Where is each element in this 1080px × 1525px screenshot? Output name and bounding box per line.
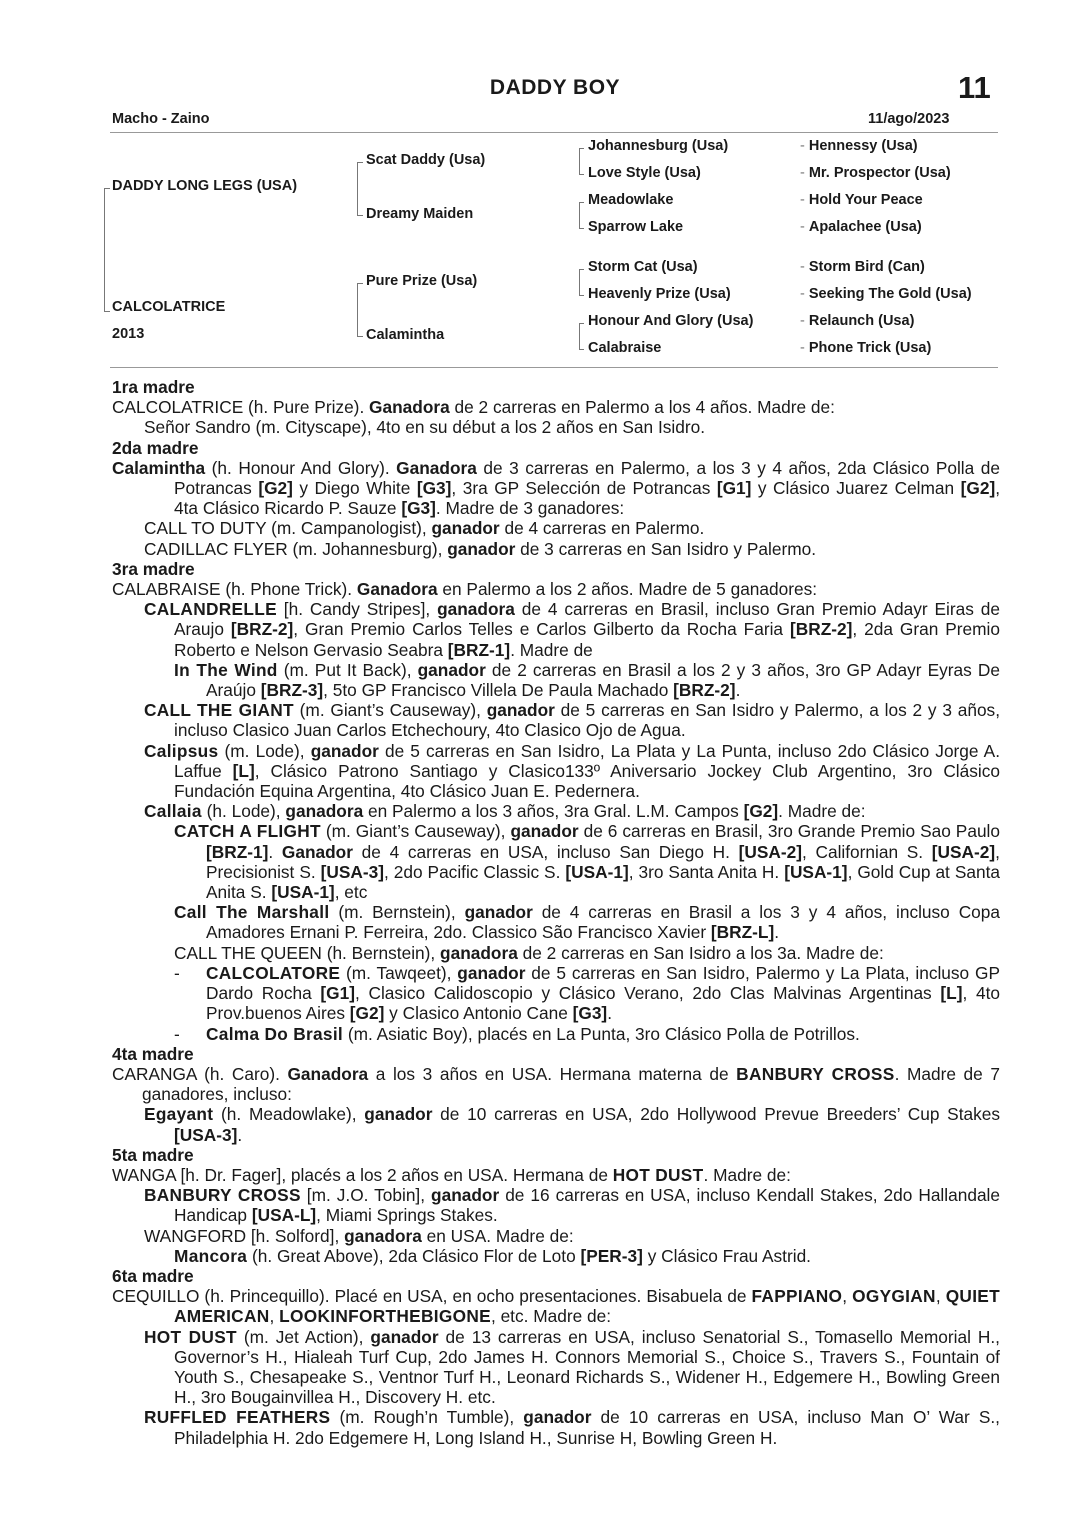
paragraph: Egayant (h. Meadowlake), ganador de 10 carreras en USA, 2do Hollywood Prevue Breeders’ Cup Stakes [USA-3]. xyxy=(144,1104,1000,1145)
section-heading: 4ta madre xyxy=(112,1043,194,1064)
bracket-line xyxy=(104,311,110,312)
paragraph: Callaia (h. Lode), ganadora en Palermo a los 3 años, 3ra Gral. L.M. Campos [G2]. Madre de: xyxy=(144,801,866,822)
bracket-line xyxy=(357,336,363,337)
pedigree-g3: Honour And Glory (Usa) xyxy=(588,313,754,329)
pedigree-g3: Johannesburg (Usa) xyxy=(588,138,729,154)
paragraph: Calipsus (m. Lode), ganador de 5 carreras en San Isidro, La Plata y La Punta, incluso 2do Clásico Jorge A. Laffue [L], Clásico Patrono Santiago y Clasico133º Aniversario Jockey Club Argentino, 3ro Clásico Fundación Equina Argentina, 4to Clásico Juan E. Pedernera. xyxy=(144,740,1000,802)
pedigree-g4: - Apalachee (Usa) xyxy=(800,219,922,235)
paragraph: Mancora (h. Great Above), 2da Clásico Flor de Loto [PER-3] y Clásico Frau Astrid. xyxy=(174,1245,811,1266)
pedigree-g4: - Relaunch (Usa) xyxy=(800,313,915,329)
lot-number: 11 xyxy=(958,70,991,105)
paragraph: CEQUILLO (h. Princequillo). Placé en USA, en ocho presentaciones. Bisabuela de FAPPIANO, OGYGIAN, QUIET AMERICAN, LOOKINFORTHEBIGONE, etc. Madre de: xyxy=(112,1286,1000,1327)
paragraph: CARANGA (h. Caro). Ganadora a los 3 años en USA. Hermana materna de BANBURY CROSS. Madre de 7 ganadores, incluso: xyxy=(112,1063,1000,1105)
paragraph: CALABRAISE (h. Phone Trick). Ganadora en Palermo a los 2 años. Madre de 5 ganadores: xyxy=(112,579,818,600)
paragraph: WANGFORD [h. Solford], ganadora en USA. Madre de: xyxy=(144,1225,574,1246)
section-heading: 2da madre xyxy=(112,437,199,458)
pedigree-g3: Storm Cat (Usa) xyxy=(588,259,698,275)
bracket-line xyxy=(579,202,584,203)
bracket-line xyxy=(579,202,580,228)
paragraph: BANBURY CROSS [m. J.O. Tobin], ganador de 16 carreras en USA, incluso Kendall Stakes, 2do Hallandale Handicap [USA-L], Miami Springs Stakes. xyxy=(144,1185,1000,1226)
bracket-line xyxy=(579,295,584,296)
pedigree-g4: - Mr. Prospector (Usa) xyxy=(800,165,951,181)
paragraph: CATCH A FLIGHT (m. Giant’s Causeway), ganador de 6 carreras en Brasil, 3ro Grande Premio Sao Paulo [BRZ-1]. Ganador de 4 carreras en USA, incluso San Diego H. [USA-2], Californian S. [USA-2], Precisionist S. [USA-3], 2do Pacific Classic S. [USA-1], 3ro Santa Anita H. [USA-1], Gold Cup at Santa Anita S. [USA-1], etc xyxy=(174,821,1001,903)
bracket-line xyxy=(579,228,584,229)
paragraph: RUFFLED FEATHERS (m. Rough’n Tumble), ganador de 10 carreras en USA, incluso Man O’ War S., Philadelphia H. 2do Edgemere H, Long Island H., Sunrise H, Bowling Green H. xyxy=(144,1407,1000,1448)
pedigree-g3: Love Style (Usa) xyxy=(588,165,701,181)
section-heading: 1ra madre xyxy=(112,377,195,397)
paragraph: Call The Marshall (m. Bernstein), ganador de 4 carreras en Brasil a los 3 y 4 años, incluso Copa Amadores Ernani P. Ferreira, 2do. Classico São Francisco Xavier [BRZ-L]. xyxy=(174,902,1001,943)
pedigree-g2: Pure Prize (Usa) xyxy=(366,273,478,289)
paragraph: - Calma Do Brasil (m. Asiatic Boy), placés en La Punta, 3ro Clásico Polla de Potrillos. xyxy=(174,1023,860,1044)
bracket-line xyxy=(579,323,584,324)
pedigree-g3: Heavenly Prize (Usa) xyxy=(588,286,731,302)
sire: DADDY LONG LEGS (USA) xyxy=(112,178,298,194)
bracket-line xyxy=(357,215,363,216)
pedigree-g4: - Storm Bird (Can) xyxy=(800,259,925,275)
bracket-line xyxy=(579,349,584,350)
female-family-text xyxy=(112,377,1000,1448)
section-heading: 6ta madre xyxy=(112,1265,194,1286)
header-divider xyxy=(110,132,998,133)
paragraph: CALL THE QUEEN (h. Bernstein), ganadora de 2 carreras en San Isidro a los 3a. Madre de: xyxy=(174,942,884,963)
paragraph: WANGA [h. Dr. Fager], placés a los 2 años en USA. Hermana de HOT DUST. Madre de: xyxy=(112,1164,791,1185)
pedigree-g3: Sparrow Lake xyxy=(588,219,684,235)
section-heading: 5ta madre xyxy=(112,1144,194,1165)
pedigree-g4: - Seeking The Gold (Usa) xyxy=(800,286,972,302)
horse-name-title: DADDY BOY xyxy=(489,76,621,99)
bracket-line xyxy=(579,269,580,295)
pedigree-g2: Scat Daddy (Usa) xyxy=(366,152,486,168)
bracket-line xyxy=(357,283,363,284)
pedigree-g3: Calabraise xyxy=(588,340,662,356)
pedigree-g4: - Phone Trick (Usa) xyxy=(800,340,932,356)
bracket-line xyxy=(104,188,110,189)
date: 11/ago/2023 xyxy=(868,111,950,127)
bracket-line xyxy=(357,283,358,336)
section-heading: 3ra madre xyxy=(112,558,195,579)
bracket-line xyxy=(357,162,363,163)
bracket-line xyxy=(357,162,358,215)
pedigree-divider xyxy=(110,367,998,368)
bracket-line xyxy=(104,188,105,311)
pedigree-g4: - Hold Your Peace xyxy=(800,192,923,208)
bracket-line xyxy=(579,148,580,174)
dam-year: 2013 xyxy=(112,326,145,342)
bracket-line xyxy=(579,269,584,270)
sex-color: Macho - Zaino xyxy=(112,111,210,127)
paragraph: - CALCOLATORE (m. Tawqeet), ganador de 5 carreras en San Isidro, Palermo y La Plata, incluso GP Dardo Rocha [G1], Clasico Calidoscopio y Clásico Verano, 2do Clas Malvinas Argentinas [L], 4to Prov.buenos Aires [G2] y Clasico Antonio Cane [G3]. xyxy=(174,962,1000,1024)
paragraph: CALCOLATRICE (h. Pure Prize). Ganadora de 2 carreras en Palermo a los 4 años. Madre de: xyxy=(112,397,835,418)
paragraph: Calamintha (h. Honour And Glory). Ganadora de 3 carreras en Palermo, a los 3 y 4 años, 2da Clásico Polla de Potrancas [G2] y Diego White [G3], 3ra GP Selección de Potrancas [G1] y Clásico Juarez Celman [G2], 4ta Clásico Ricardo P. Sauze [G3]. Madre de 3 ganadores: xyxy=(112,457,1001,519)
paragraph: CALANDRELLE [h. Candy Stripes], ganadora de 4 carreras en Brasil, incluso Gran Premio Adayr Eiras de Araujo [BRZ-2], Gran Premio Carlos Telles e Carlos Gilberto da Rocha Faria [BRZ-2], 2da Gran Premio Roberto e Nelson Gervasio Seabra [BRZ-1]. Madre de xyxy=(144,599,1000,660)
dam: CALCOLATRICE xyxy=(112,299,226,315)
pedigree-g4: - Hennessy (Usa) xyxy=(800,138,918,154)
paragraph: CALL TO DUTY (m. Campanologist), ganador de 4 carreras en Palermo. xyxy=(144,518,705,539)
bracket-line xyxy=(579,148,584,149)
paragraph: Señor Sandro (m. Cityscape), 4to en su début a los 2 años en San Isidro. xyxy=(144,417,705,438)
paragraph: CADILLAC FLYER (m. Johannesburg), ganador de 3 carreras en San Isidro y Palermo. xyxy=(144,538,817,559)
pedigree-g2: Calamintha xyxy=(366,327,445,343)
paragraph: In The Wind (m. Put It Back), ganador de 2 carreras en Brasil a los 2 y 3 años, 3ro GP Adayr Eyras De Araújo [BRZ-3], 5to GP Francisco Villela De Paula Machado [BRZ-2]. xyxy=(174,659,1000,701)
pedigree-g2: Dreamy Maiden xyxy=(366,206,474,222)
paragraph: HOT DUST (m. Jet Action), ganador de 13 carreras en USA, incluso Senatorial S., Tomasello Memorial H., Governor’s H., Hialeah Turf Cup, 2do James H. Connors Memorial S., Choice S., Travers S., Fountain of Youth S., Chesapeake S., Ventnor Turf H., Leonard Richards S., Widener H., Edgemere H., Bowling Green H., 3ro Bougainvillea H., Discovery H. etc. xyxy=(144,1326,1000,1408)
bracket-line xyxy=(579,174,584,175)
pedigree-g3: Meadowlake xyxy=(588,192,674,208)
paragraph: CALL THE GIANT (m. Giant’s Causeway), ganador de 5 carreras en San Isidro y Palermo, a los 2 y 3 años, incluso Clasico Juan Carlos Etchechoury, 4to Clasico Ojo de Agua. xyxy=(144,700,1000,741)
bracket-line xyxy=(579,323,580,349)
